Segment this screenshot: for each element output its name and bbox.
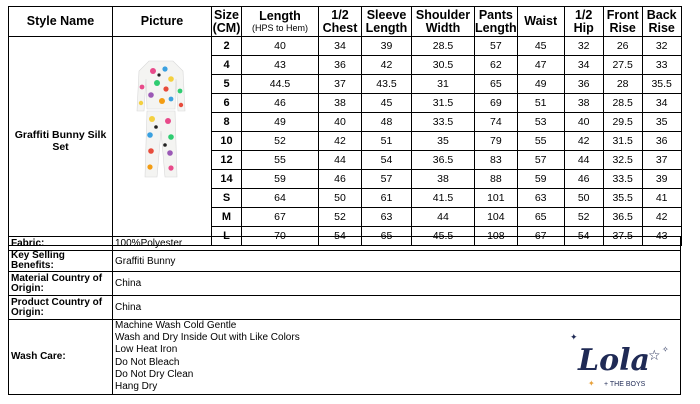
shoulder-width-cell: 36.5 xyxy=(412,151,475,170)
pants-length-cell: 65 xyxy=(475,75,518,94)
back-rise-cell: 36 xyxy=(642,132,681,151)
back-rise-cell: 35 xyxy=(642,113,681,132)
pants-length-cell: 79 xyxy=(475,132,518,151)
sleeve-length-cell: 61 xyxy=(362,189,412,208)
waist-cell: 45 xyxy=(517,37,564,56)
back-rise-cell: 39 xyxy=(642,170,681,189)
back-rise-cell: 41 xyxy=(642,189,681,208)
shoulder-width-cell: 45.5 xyxy=(412,227,475,246)
header-size: Size (CM) xyxy=(212,7,241,35)
front-rise-cell: 26 xyxy=(603,37,642,56)
sleeve-length-cell: 43.5 xyxy=(362,75,412,94)
pants-length-cell: 108 xyxy=(475,227,518,246)
half-hip-cell: 40 xyxy=(564,113,603,132)
size-cell: 14 xyxy=(212,170,242,189)
wash-care-row xyxy=(9,320,681,395)
header-style-name: Style Name xyxy=(9,7,113,37)
back-rise-cell: 35.5 xyxy=(642,75,681,94)
half-hip-cell: 34 xyxy=(564,56,603,75)
header-sleeve-length: Sleeve Length xyxy=(362,7,412,37)
half-chest-cell: 36 xyxy=(319,56,362,75)
key-selling-label: Key Selling Benefits: xyxy=(9,251,113,272)
material-origin-value: China xyxy=(113,272,681,296)
length-cell: 49 xyxy=(242,113,319,132)
front-rise-cell: 37.5 xyxy=(603,227,642,246)
product-origin-label: Product Country of Origin: xyxy=(9,296,113,320)
length-cell: 43 xyxy=(242,56,319,75)
sleeve-length-cell: 65 xyxy=(362,227,412,246)
product-picture xyxy=(113,37,212,246)
size-cell: 2 xyxy=(212,37,242,56)
wash-care-item: Do Not Dry Clean xyxy=(115,368,194,380)
product-origin-row xyxy=(9,296,681,320)
size-cell: 8 xyxy=(212,113,242,132)
wash-care-item: Low Heat Iron xyxy=(115,344,178,356)
back-rise-cell: 33 xyxy=(642,56,681,75)
shoulder-width-cell: 38 xyxy=(412,170,475,189)
sleeve-length-cell: 57 xyxy=(362,170,412,189)
half-chest-cell: 34 xyxy=(319,37,362,56)
waist-cell: 65 xyxy=(517,208,564,227)
key-selling-value: Graffiti Bunny xyxy=(113,251,681,272)
waist-cell: 49 xyxy=(517,75,564,94)
size-cell: 5 xyxy=(212,75,242,94)
back-rise-cell: 34 xyxy=(642,94,681,113)
waist-cell: 53 xyxy=(517,113,564,132)
fabric-value: 100%Polyester xyxy=(113,237,681,251)
pajama-image xyxy=(135,57,187,181)
lola-logo xyxy=(564,330,674,400)
svg-text:✦: ✦ xyxy=(588,379,595,388)
back-rise-cell: 32 xyxy=(642,37,681,56)
front-rise-cell: 27.5 xyxy=(603,56,642,75)
shoulder-width-cell: 28.5 xyxy=(412,37,475,56)
size-cell: S xyxy=(212,189,242,208)
sleeve-length-cell: 39 xyxy=(362,37,412,56)
sleeve-length-cell: 51 xyxy=(362,132,412,151)
shoulder-width-cell: 33.5 xyxy=(412,113,475,132)
wash-care-item: Machine Wash Cold Gentle xyxy=(115,320,237,331)
length-cell: 52 xyxy=(242,132,319,151)
half-chest-cell: 44 xyxy=(319,151,362,170)
waist-cell: 47 xyxy=(517,56,564,75)
half-hip-cell: 50 xyxy=(564,189,603,208)
half-chest-cell: 50 xyxy=(319,189,362,208)
style-name-cell: Graffiti Bunny Silk Set xyxy=(9,37,113,246)
half-hip-cell: 44 xyxy=(564,151,603,170)
product-origin-value: China xyxy=(113,296,681,320)
front-rise-cell: 32.5 xyxy=(603,151,642,170)
size-chart-table xyxy=(8,6,682,246)
half-chest-cell: 42 xyxy=(319,132,362,151)
length-cell: 44.5 xyxy=(242,75,319,94)
shoulder-width-cell: 31 xyxy=(412,75,475,94)
header-row xyxy=(9,7,682,37)
shoulder-width-cell: 44 xyxy=(412,208,475,227)
half-chest-cell: 38 xyxy=(319,94,362,113)
header-back-rise: Back Rise xyxy=(642,7,681,37)
pants-length-cell: 69 xyxy=(475,94,518,113)
wash-care-item: Hang Dry xyxy=(115,381,158,393)
length-cell: 55 xyxy=(242,151,319,170)
size-cell: 10 xyxy=(212,132,242,151)
sleeve-length-cell: 45 xyxy=(362,94,412,113)
sleeve-length-cell: 48 xyxy=(362,113,412,132)
half-hip-cell: 36 xyxy=(564,75,603,94)
header-picture: Picture xyxy=(113,7,212,37)
pants-length-cell: 104 xyxy=(475,208,518,227)
shoulder-width-cell: 31.5 xyxy=(412,94,475,113)
size-cell: 12 xyxy=(212,151,242,170)
svg-text:☆: ☆ xyxy=(648,348,661,364)
waist-cell: 51 xyxy=(517,94,564,113)
front-rise-cell: 31.5 xyxy=(603,132,642,151)
half-hip-cell: 42 xyxy=(564,132,603,151)
waist-cell: 63 xyxy=(517,189,564,208)
half-hip-cell: 32 xyxy=(564,37,603,56)
half-hip-cell: 52 xyxy=(564,208,603,227)
length-cell: 64 xyxy=(242,189,319,208)
header-front-rise: Front Rise xyxy=(603,7,642,37)
length-cell: 70 xyxy=(242,227,319,246)
pants-length-cell: 88 xyxy=(475,170,518,189)
material-origin-row xyxy=(9,272,681,296)
front-rise-cell: 29.5 xyxy=(603,113,642,132)
fabric-row xyxy=(9,237,681,251)
pants-length-cell: 57 xyxy=(475,37,518,56)
svg-text:✦: ✦ xyxy=(570,333,578,343)
half-chest-cell: 54 xyxy=(319,227,362,246)
shoulder-width-cell: 41.5 xyxy=(412,189,475,208)
size-cell: 4 xyxy=(212,56,242,75)
logo-name: Lola xyxy=(578,343,650,378)
shoulder-width-cell: 35 xyxy=(412,132,475,151)
waist-cell: 57 xyxy=(517,151,564,170)
pants-length-cell: 101 xyxy=(475,189,518,208)
table-row xyxy=(9,37,682,56)
size-cell: 6 xyxy=(212,94,242,113)
front-rise-cell: 33.5 xyxy=(603,170,642,189)
sleeve-length-cell: 63 xyxy=(362,208,412,227)
back-rise-cell: 42 xyxy=(642,208,681,227)
length-cell: 59 xyxy=(242,170,319,189)
half-chest-cell: 46 xyxy=(319,170,362,189)
wash-care-value xyxy=(113,320,681,395)
svg-text:✧: ✧ xyxy=(662,345,669,354)
sleeve-length-cell: 42 xyxy=(362,56,412,75)
waist-cell: 67 xyxy=(517,227,564,246)
half-chest-cell: 52 xyxy=(319,208,362,227)
pants-length-cell: 83 xyxy=(475,151,518,170)
pants-length-cell: 62 xyxy=(475,56,518,75)
key-selling-row xyxy=(9,251,681,272)
wash-care-label: Wash Care: xyxy=(9,320,113,395)
material-origin-label: Material Country of Origin: xyxy=(9,272,113,296)
front-rise-cell: 36.5 xyxy=(603,208,642,227)
waist-cell: 55 xyxy=(517,132,564,151)
length-cell: 46 xyxy=(242,94,319,113)
header-shoulder-width: Shoulder Width xyxy=(412,7,475,37)
back-rise-cell: 43 xyxy=(642,227,681,246)
front-rise-cell: 28 xyxy=(603,75,642,94)
half-hip-cell: 46 xyxy=(564,170,603,189)
half-chest-cell: 37 xyxy=(319,75,362,94)
shoulder-width-cell: 30.5 xyxy=(412,56,475,75)
wash-care-item: Wash and Dry Inside Out with Like Colors xyxy=(115,332,300,344)
product-info-table xyxy=(8,236,681,395)
header-waist: Waist xyxy=(517,7,564,37)
header-pants-length: Pants Length xyxy=(475,7,517,35)
pants-length-cell: 74 xyxy=(475,113,518,132)
length-cell: 67 xyxy=(242,208,319,227)
size-cell: M xyxy=(212,208,242,227)
fabric-label: Fabric: xyxy=(9,237,113,251)
front-rise-cell: 28.5 xyxy=(603,94,642,113)
back-rise-cell: 37 xyxy=(642,151,681,170)
logo-tagline: + THE BOYS xyxy=(604,381,646,388)
half-hip-cell: 38 xyxy=(564,94,603,113)
sleeve-length-cell: 54 xyxy=(362,151,412,170)
waist-cell: 59 xyxy=(517,170,564,189)
length-cell: 40 xyxy=(242,37,319,56)
size-cell: L xyxy=(212,227,242,246)
header-length: Length (HPS to Hem) xyxy=(242,7,319,37)
wash-care-item: Do Not Bleach xyxy=(115,356,180,368)
front-rise-cell: 35.5 xyxy=(603,189,642,208)
half-hip-cell: 54 xyxy=(564,227,603,246)
header-half-chest: 1/2 Chest xyxy=(319,7,362,37)
half-chest-cell: 40 xyxy=(319,113,362,132)
header-half-hip: 1/2 Hip xyxy=(564,7,603,37)
